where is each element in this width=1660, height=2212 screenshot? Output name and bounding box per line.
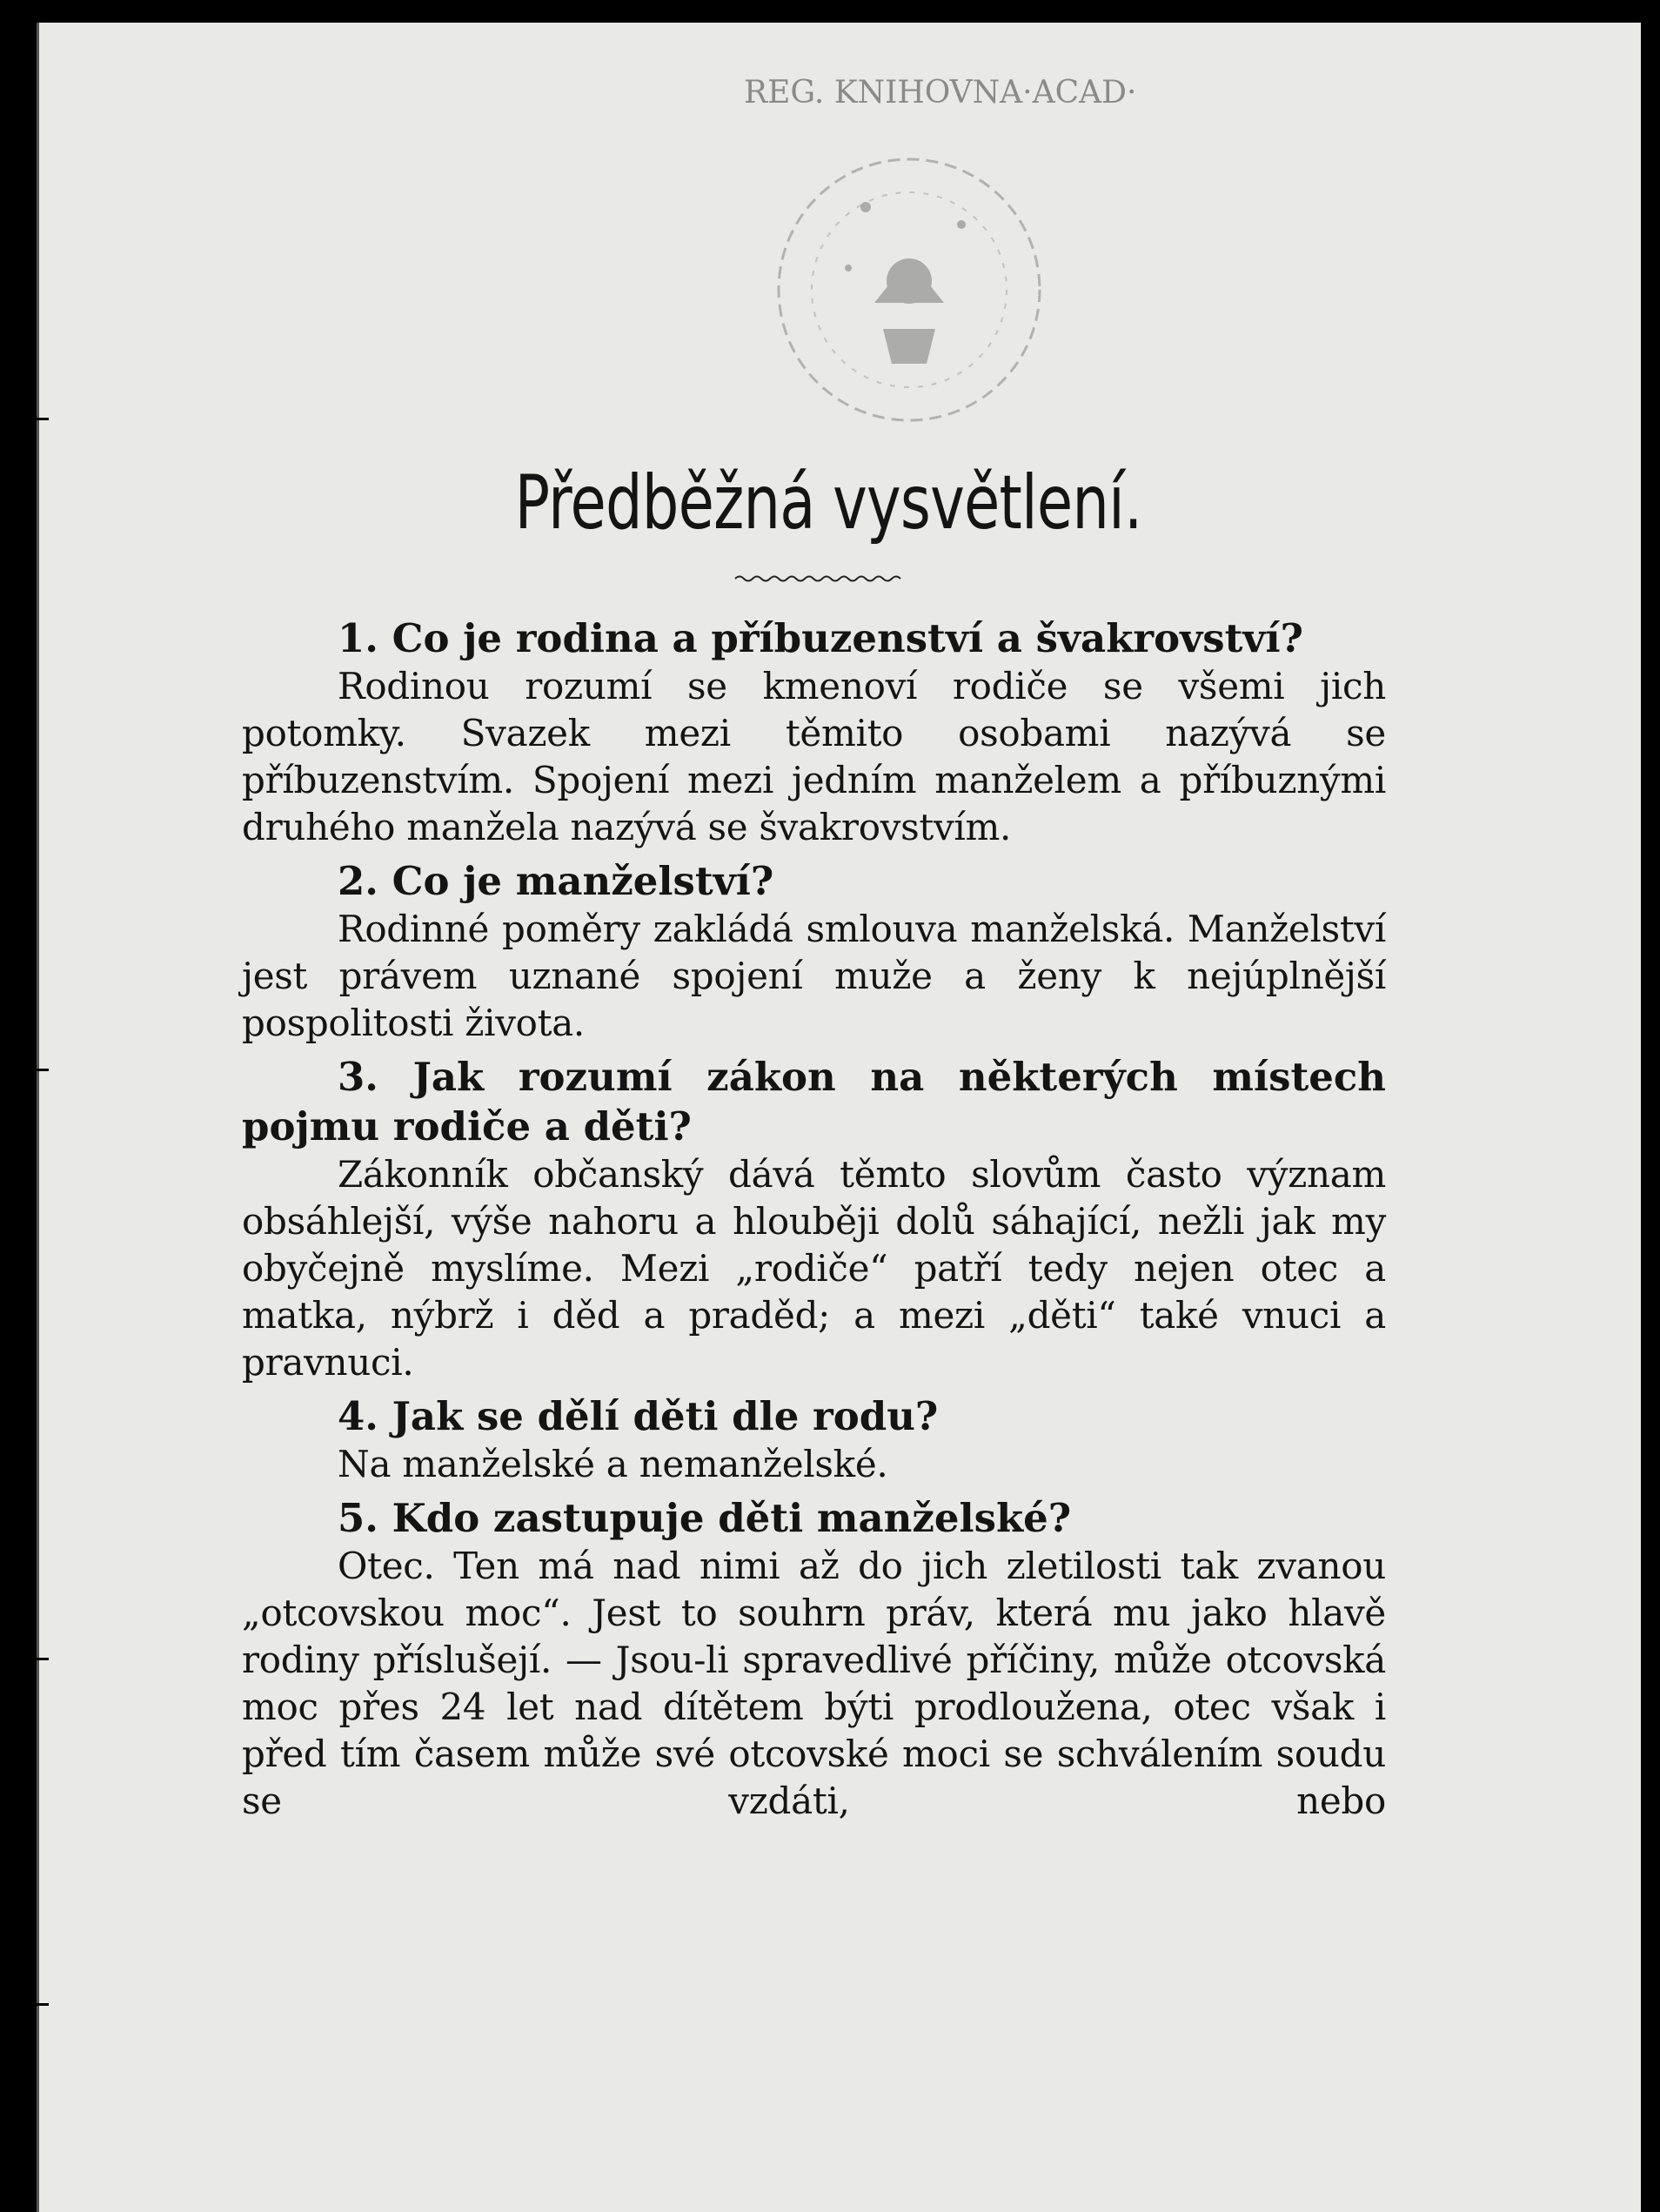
section-answer: Rodinné poměry zakládá smlouva manželská. Manželství jest právem uznané spojení muže a ženy k nejúplnější pospolitosti života. bbox=[242, 908, 1386, 1044]
section-answer: Otec. Ten má nad nimi až do jich zletilosti tak zvanou „otcovskou moc“. Jest to souhrn práv, která mu jako hlavě rodiny příslušejí. — Jsou-li spravedlivé příčiny, může otcovská moc přes 24 let nad dítětem býti prodloužena, otec však i před tím časem může své otcovské moci se schválením soudu se vzdáti, nebo bbox=[242, 1545, 1386, 1822]
stamp-text: REG. KNIHOVNA·ACAD· bbox=[744, 75, 1137, 111]
scan-left-border bbox=[24, 0, 37, 2212]
section-answer: Zákonník občanský dává těmto slovům často význam obsáhlejší, výše nahoru a hlouběji dolů sáhající, nežli jak my obyčejně myslíme. Mezi „rodiče“ patří tedy nejen otec a matka, nýbrž i děd a praděd; a mezi „děti“ také vnuci a pravnuci. bbox=[242, 1153, 1386, 1384]
section-question: 1. Co je rodina a příbuzenství a švakrovství? bbox=[338, 615, 1303, 661]
section-question: 4. Jak se dělí děti dle rodu? bbox=[338, 1393, 939, 1439]
margin-tick bbox=[7, 1069, 49, 1071]
section-question: 2. Co je manželství? bbox=[338, 858, 774, 904]
article-body bbox=[242, 613, 1386, 1825]
section-question: 3. Jak rozumí zákon na některých místech pojmu rodiče a děti? bbox=[242, 1054, 1386, 1150]
page-edge-line bbox=[37, 23, 39, 2212]
margin-tick bbox=[7, 2003, 49, 2006]
section-answer: Rodinou rozumí se kmenoví rodiče se všemi jich potomky. Svazek mezi těmito osobami nazývá se příbuzenstvím. Spojení mezi jedním manželem a příbuznými druhého manžela nazývá se švakrovstvím. bbox=[242, 665, 1386, 848]
title-ornament-rule bbox=[735, 574, 900, 583]
scan-right-border bbox=[1641, 0, 1660, 2212]
library-stamp bbox=[744, 75, 1137, 451]
section-question: 5. Kdo zastupuje děti manželské? bbox=[338, 1495, 1072, 1541]
margin-tick bbox=[7, 418, 49, 420]
scan-top-border bbox=[0, 0, 1660, 23]
section-answer: Na manželské a nemanželské. bbox=[338, 1443, 888, 1485]
page-title: Předběžná vysvětlení. bbox=[514, 459, 1142, 546]
margin-tick bbox=[7, 1658, 49, 1660]
